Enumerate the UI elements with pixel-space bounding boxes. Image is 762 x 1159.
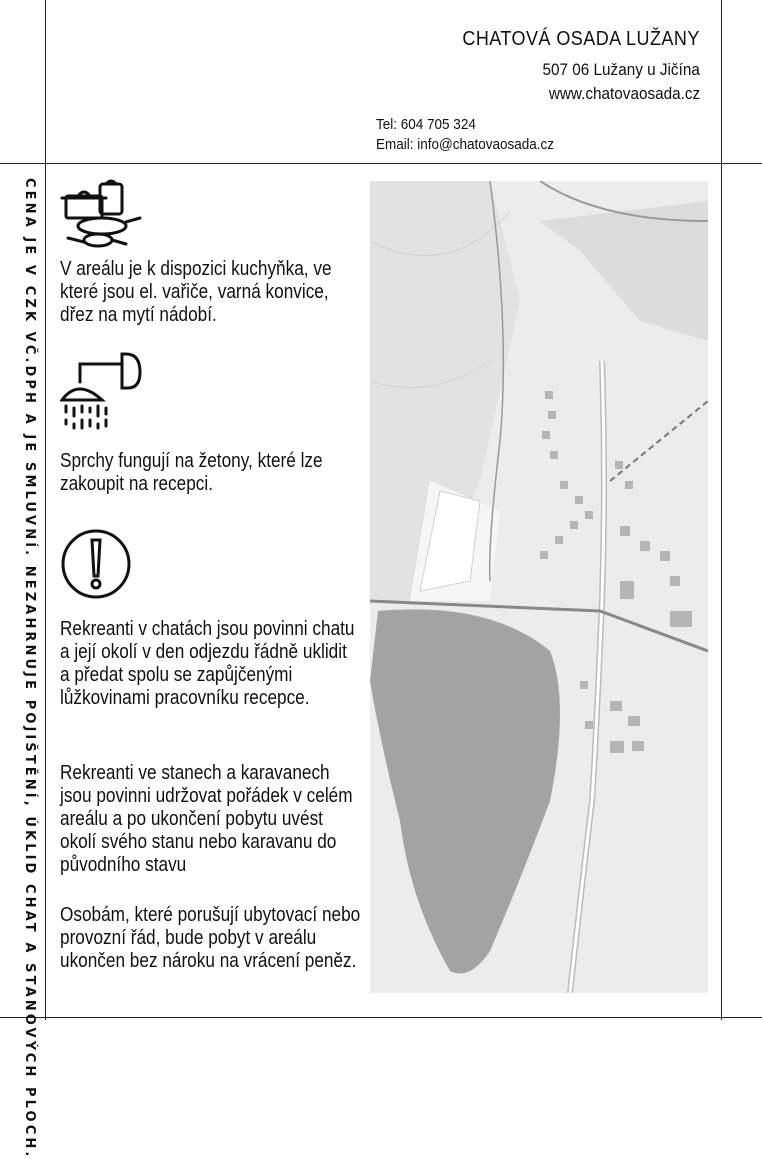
phone: Tel: 604 705 324 <box>376 116 476 133</box>
header-divider <box>0 163 762 164</box>
cabins-rules-text: Rekreanti v chatách jsou povinni chatu a její okolí v den odjezdu řádně uklidit a předat spolu se zapůjčenými lůžkovinami pracovníku recepce. <box>60 618 355 709</box>
tents-rules-text: Rekreanti ve stanech a karavanech jsou povinni udržovat pořádek v celém areálu a po ukončení pobytu uvést okolí svého stanu nebo karavanu do původního stavu <box>60 762 353 876</box>
price-note-text: CENA JE V CZK VČ.DPH A JE SMLUVNÍ. NEZAHRNUJE POJIŠTĚNÍ, ÚKLID CHAT A STANOVÝCH PLOCH. <box>22 178 37 1159</box>
email-link[interactable]: Email: info@chatovaosada.cz <box>376 136 555 153</box>
price-note <box>22 178 46 1159</box>
showers-text: Sprchy fungují na žetony, které lze zakoupit na recepci. <box>60 450 323 495</box>
area-map <box>370 181 708 993</box>
shower-icon <box>60 350 144 445</box>
cookware-icon <box>58 178 144 259</box>
violation-rules-text: Osobám, které porušují ubytovací nebo provozní řád, bude pobyt v areálu ukončen bez nároku na vrácení peněz. <box>60 904 361 972</box>
page-title: CHATOVÁ OSADA LUŽANY <box>462 28 700 50</box>
footer-divider <box>0 1017 762 1018</box>
frame-right-line <box>721 0 722 1020</box>
website-link[interactable]: www.chatovaosada.cz <box>548 84 700 103</box>
address: 507 06 Lužany u Jičína <box>542 60 700 79</box>
kitchen-text: V areálu je k dispozici kuchyňka, ve které jsou el. vařiče, varná konvice, dřez na mytí nádobí. <box>60 258 332 326</box>
exclamation-icon <box>60 528 132 605</box>
